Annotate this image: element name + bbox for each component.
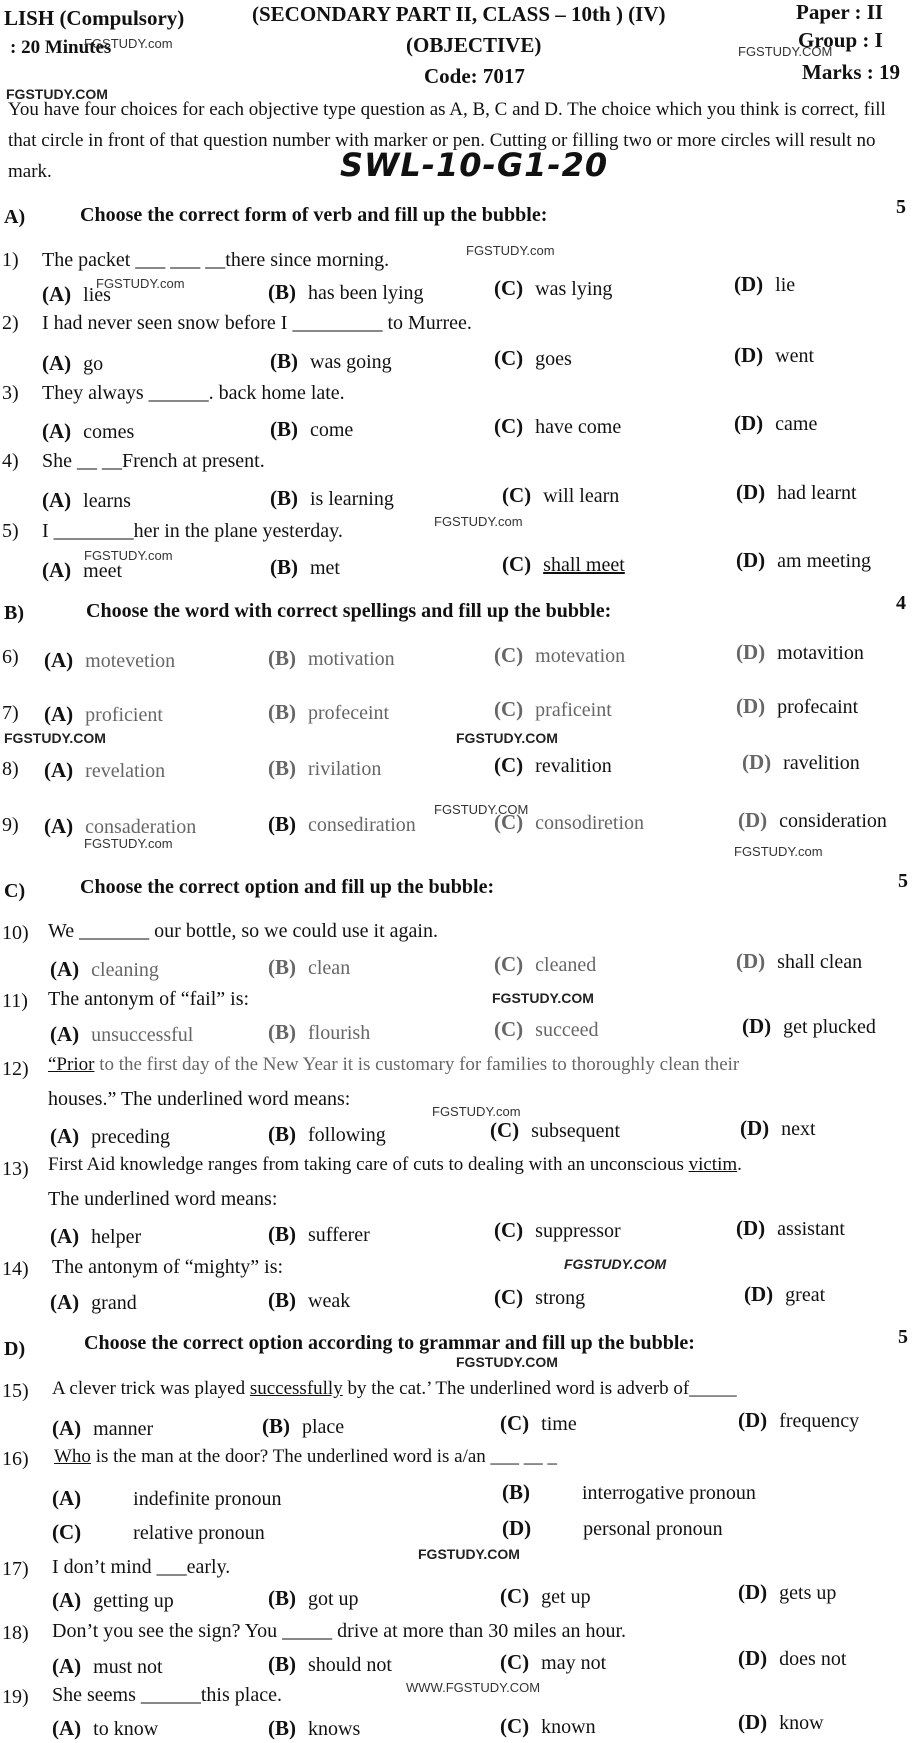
section-a-title: Choose the correct form of verb and fill up the bubble: xyxy=(80,204,548,226)
option-c: (C) known xyxy=(500,1714,596,1738)
option-a: (A) learns xyxy=(42,488,131,512)
question-text: Don’t you see the sign? You _____ drive at more than 30 miles an hour. xyxy=(52,1620,627,1642)
option-a: (A) helper xyxy=(50,1224,142,1248)
option-d: (D) ravelition xyxy=(742,750,860,774)
option-a: (A) lies xyxy=(42,282,111,306)
question-number: 13) xyxy=(2,1158,29,1180)
option-a: (A) motevetion xyxy=(44,648,176,672)
question-text: First Aid knowledge ranges from taking care of cuts to dealing with an unconscious victim. xyxy=(48,1154,742,1175)
option-b: (B) interrogative pronoun xyxy=(502,1480,756,1504)
option-d: (D) consideration xyxy=(738,808,887,832)
instructions: You have four choices for each objective type question as A, B, C and D. The choice which you think is correct, fill that circle in front of that question number with marker or pen. Cutting or filling two or more circles will result no mark. xyxy=(8,99,886,182)
objective-label: (OBJECTIVE) xyxy=(406,33,542,57)
question-number: 16) xyxy=(2,1448,29,1470)
question-number: 18) xyxy=(2,1622,29,1644)
option-a: (A) revelation xyxy=(44,758,166,782)
option-c: (C) will learn xyxy=(502,483,620,507)
option-b: (B) weak xyxy=(268,1288,351,1312)
option-d: (D) next xyxy=(740,1116,816,1140)
option-a: (A) cleaning xyxy=(50,957,159,981)
handwritten-paper-code: SWL-10-G1-20 xyxy=(340,146,609,184)
question-text-line-2: The underlined word means: xyxy=(48,1188,278,1210)
option-c: (C) subsequent xyxy=(490,1118,621,1142)
section-d-label: D) xyxy=(4,1338,26,1360)
option-d: (D) went xyxy=(734,343,815,367)
option-b: (B) got up xyxy=(268,1586,359,1610)
option-c: (C) succeed xyxy=(494,1017,599,1041)
option-b: (B) following xyxy=(268,1122,386,1146)
question-text: The antonym of “fail” is: xyxy=(48,988,250,1010)
option-b: (B) come xyxy=(270,417,354,441)
question-text: “Prior to the first day of the New Year it is customary for families to thoroughly clean their xyxy=(48,1054,740,1075)
option-c: (C) shall meet xyxy=(502,552,625,576)
option-d: (D) know xyxy=(738,1710,824,1734)
question-number: 7) xyxy=(2,702,19,724)
question-number: 14) xyxy=(2,1258,29,1280)
option-b: (B) should not xyxy=(268,1652,392,1676)
option-c: (C) time xyxy=(500,1411,577,1435)
option-c: (C) relative pronoun xyxy=(52,1520,265,1544)
watermark: FGSTUDY.com xyxy=(434,514,523,529)
option-d: (D) assistant xyxy=(736,1216,845,1240)
section-a-label: A) xyxy=(4,206,26,228)
section-c-label: C) xyxy=(4,880,26,902)
watermark: FGSTUDY.COM xyxy=(456,1354,558,1370)
group-number: Group : I xyxy=(798,28,883,52)
option-a: (A) grand xyxy=(50,1290,137,1314)
option-c: (C) revalition xyxy=(494,753,612,777)
watermark: FGSTUDY.com xyxy=(96,276,185,291)
option-c: (C) consodiretion xyxy=(494,810,645,834)
option-c: (C) get up xyxy=(500,1584,591,1608)
option-c: (C) may not xyxy=(500,1650,607,1674)
total-marks: Marks : 19 xyxy=(802,60,900,84)
option-d: (D) profecaint xyxy=(736,694,859,718)
option-a: (A) proficient xyxy=(44,702,163,726)
section-c-title: Choose the correct option and fill up the bubble: xyxy=(80,876,495,898)
option-a: (A) indefinite pronoun xyxy=(52,1486,282,1510)
section-b-label: B) xyxy=(4,602,24,624)
question-number: 8) xyxy=(2,758,19,780)
watermark: FGSTUDY.com xyxy=(84,548,173,563)
option-b: (B) knows xyxy=(268,1716,361,1740)
option-a: (A) must not xyxy=(52,1654,163,1678)
question-number: 3) xyxy=(2,382,19,404)
watermark: WWW.FGSTUDY.COM xyxy=(406,1680,541,1695)
question-number: 11) xyxy=(2,990,28,1012)
paper-number: Paper : II xyxy=(796,0,884,24)
option-a: (A) unsuccessful xyxy=(50,1022,194,1046)
option-a: (A) comes xyxy=(42,419,135,443)
question-number: 5) xyxy=(2,520,19,542)
question-text: The packet ___ ___ __there since morning. xyxy=(42,249,390,271)
question-number: 17) xyxy=(2,1558,29,1580)
section-a-marks: 5 xyxy=(896,196,906,218)
option-a: (A) consaderation xyxy=(44,814,197,838)
question-text: She __ __French at present. xyxy=(42,450,265,472)
option-b: (B) flourish xyxy=(268,1020,371,1044)
section-d-title: Choose the correct option according to grammar and fill up the bubble: xyxy=(84,1332,695,1354)
option-b: (B) motivation xyxy=(268,646,395,670)
question-text: A clever trick was played successfully by the cat.’ The underlined word is adverb of_____ xyxy=(52,1378,737,1399)
option-d: (D) lie xyxy=(734,272,796,296)
option-b: (B) sufferer xyxy=(268,1222,370,1246)
option-d: (D) am meeting xyxy=(736,548,872,572)
option-b: (B) place xyxy=(262,1414,345,1438)
option-a: (A) manner xyxy=(52,1416,154,1440)
option-c: (C) was lying xyxy=(494,276,613,300)
option-d: (D) personal pronoun xyxy=(502,1516,723,1540)
option-d: (D) frequency xyxy=(738,1408,860,1432)
exam-title: (SECONDARY PART II, CLASS – 10th ) (IV) xyxy=(252,2,666,26)
section-b-marks: 4 xyxy=(896,592,906,614)
option-a: (A) to know xyxy=(52,1716,159,1740)
option-b: (B) is learning xyxy=(270,486,394,510)
question-number: 9) xyxy=(2,814,19,836)
option-c: (C) cleaned xyxy=(494,952,597,976)
option-d: (D) motavition xyxy=(736,640,864,664)
question-text: I don’t mind ___early. xyxy=(52,1556,231,1578)
option-d: (D) get plucked xyxy=(742,1014,876,1038)
watermark: FGSTUDY.COM xyxy=(6,86,108,102)
question-number: 1) xyxy=(2,249,19,271)
watermark: FGSTUDY.COM xyxy=(738,44,833,59)
option-d: (D) came xyxy=(734,411,818,435)
paper-code: Code: 7017 xyxy=(424,64,525,88)
option-b: (B) profeceint xyxy=(268,700,390,724)
section-b-title: Choose the word with correct spellings and fill up the bubble: xyxy=(86,600,612,622)
watermark: FGSTUDY.COM xyxy=(434,802,529,817)
subject-title: LISH (Compulsory) xyxy=(4,6,185,30)
option-d: (D) had learnt xyxy=(736,480,857,504)
section-c-marks: 5 xyxy=(898,870,908,892)
watermark: FGSTUDY.com xyxy=(84,36,173,51)
option-b: (B) rivilation xyxy=(268,756,382,780)
watermark: FGSTUDY.COM xyxy=(456,730,558,746)
option-b: (B) consediration xyxy=(268,812,416,836)
option-d: (D) great xyxy=(744,1282,826,1306)
question-text-line-2: houses.” The underlined word means: xyxy=(48,1088,351,1110)
option-d: (D) does not xyxy=(738,1646,847,1670)
watermark: FGSTUDY.com xyxy=(734,844,823,859)
option-a: (A) go xyxy=(42,351,104,375)
option-a: (A) meet xyxy=(42,558,123,582)
option-c: (C) motevation xyxy=(494,643,626,667)
watermark: FGSTUDY.COM xyxy=(564,1256,667,1272)
question-number: 10) xyxy=(2,922,29,944)
watermark: FGSTUDY.com xyxy=(432,1104,521,1119)
time-allowed: : 20 Minutes xyxy=(10,37,112,58)
option-b: (B) met xyxy=(270,555,340,579)
option-b: (B) was going xyxy=(270,349,392,373)
question-text: The antonym of “mighty” is: xyxy=(52,1256,284,1278)
option-a: (A) preceding xyxy=(50,1124,171,1148)
question-text: I ________her in the plane yesterday. xyxy=(42,520,343,542)
question-number: 4) xyxy=(2,450,19,472)
question-number: 6) xyxy=(2,646,19,668)
option-c: (C) goes xyxy=(494,346,572,370)
watermark: FGSTUDY.COM xyxy=(492,990,594,1006)
watermark: FGSTUDY.com xyxy=(84,836,173,851)
question-number: 2) xyxy=(2,312,19,334)
watermark: FGSTUDY.com xyxy=(466,243,555,258)
option-b: (B) clean xyxy=(268,955,351,979)
option-c: (C) suppressor xyxy=(494,1218,621,1242)
watermark: FGSTUDY.COM xyxy=(4,730,106,746)
watermark: FGSTUDY.COM xyxy=(418,1546,520,1562)
option-c: (C) have come xyxy=(494,414,622,438)
question-text: Who is the man at the door? The underlined word is a/an ___ __ _ xyxy=(54,1446,558,1467)
question-number: 15) xyxy=(2,1380,29,1402)
option-a: (A) getting up xyxy=(52,1588,174,1612)
option-c: (C) strong xyxy=(494,1285,586,1309)
question-text: She seems ______this place. xyxy=(52,1684,282,1706)
question-text: They always ______. back home late. xyxy=(42,382,345,404)
question-number: 19) xyxy=(2,1686,29,1708)
section-d-marks: 5 xyxy=(898,1326,908,1348)
option-d: (D) shall clean xyxy=(736,949,863,973)
option-c: (C) praficeint xyxy=(494,697,612,721)
option-d: (D) gets up xyxy=(738,1580,837,1604)
question-number: 12) xyxy=(2,1058,29,1080)
option-b: (B) has been lying xyxy=(268,280,424,304)
question-text: I had never seen snow before I _________ to Murree. xyxy=(42,312,472,334)
question-text: We _______ our bottle, so we could use it again. xyxy=(48,920,438,942)
